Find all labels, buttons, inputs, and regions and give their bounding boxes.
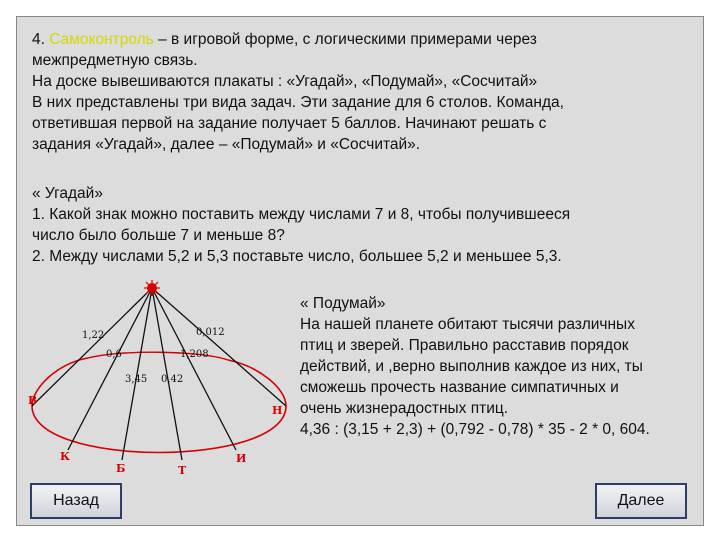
ugadai-question-1-line-2: число было больше 7 и меньше 8? [32,227,285,244]
intro-line-2: межпредметную связь. [32,52,198,69]
highlight-term: Самоконтроль [49,31,154,48]
intro-line-1 [32,29,564,50]
intro-line-6: задания «Угадай», далее – «Подумай» и «Сосчитай». [32,136,421,153]
line-apex-k [68,288,152,450]
tent-diagram [28,278,290,478]
ugadai-section [32,183,570,267]
line-apex-n [152,288,286,406]
number-label-4: 1,208 [180,349,209,360]
podumai-line-1: На нашей планете обитают тысячи различных [300,316,635,333]
podumai-expression: 4,36 : (3,15 + 2,3) + (0,792 - 0,78) * 35 - 2 * 0, 604. [300,421,650,438]
ellipse-left-arc [32,358,88,406]
number-label-1: 1,22 [82,330,105,341]
apex-sun-icon [144,280,160,296]
number-label-2: 0,012 [196,327,225,338]
number-label-6: 0,42 [161,374,184,385]
podumai-title: « Подумай» [300,295,386,312]
intro-text [32,29,564,155]
podumai-line-5: очень жизнерадостных птиц. [300,400,509,417]
back-button[interactable]: Назад [30,483,122,519]
podumai-section [300,293,650,440]
ugadai-question-2: 2. Между числами 5,2 и 5,3 поставьте число, большее 5,2 и меньшее 5,3. [32,248,562,265]
intro-line-4: В них представлены три вида задач. Эти задание для 6 столов. Команда, [32,94,564,111]
ugadai-question-1-line-1: 1. Какой знак можно поставить между числами 7 и 8, чтобы получившееся [32,206,571,223]
letter-k: К [60,450,71,463]
letter-v: В [28,394,38,407]
intro-line-1-rest: – в игровой форме, с логическими примерами через [153,31,537,48]
intro-line-5: ответившая первой на задание получает 5 баллов. Начинают решать с [32,115,547,132]
podumai-line-4: сможешь прочесть название симпатичных и [300,379,619,396]
item-number: 4. [32,31,50,48]
intro-line-3: На доске вывешиваются плакаты : «Угадай», «Подумай», «Сосчитай» [32,73,538,90]
letter-b: Б [116,462,126,475]
number-label-3: 0,6 [106,349,122,360]
line-apex-i [152,288,236,450]
letter-t: Т [178,464,187,477]
ugadai-title: « Угадай» [32,185,103,202]
number-label-5: 3,45 [125,374,148,385]
podumai-line-3: действий, и ,верно выполнив каждое из них, ты [300,358,643,375]
letter-n: Н [272,404,283,417]
letter-i: И [236,452,247,465]
next-button[interactable]: Далее [595,483,687,519]
podumai-line-2: птиц и зверей. Правильно расставив порядок [300,337,629,354]
